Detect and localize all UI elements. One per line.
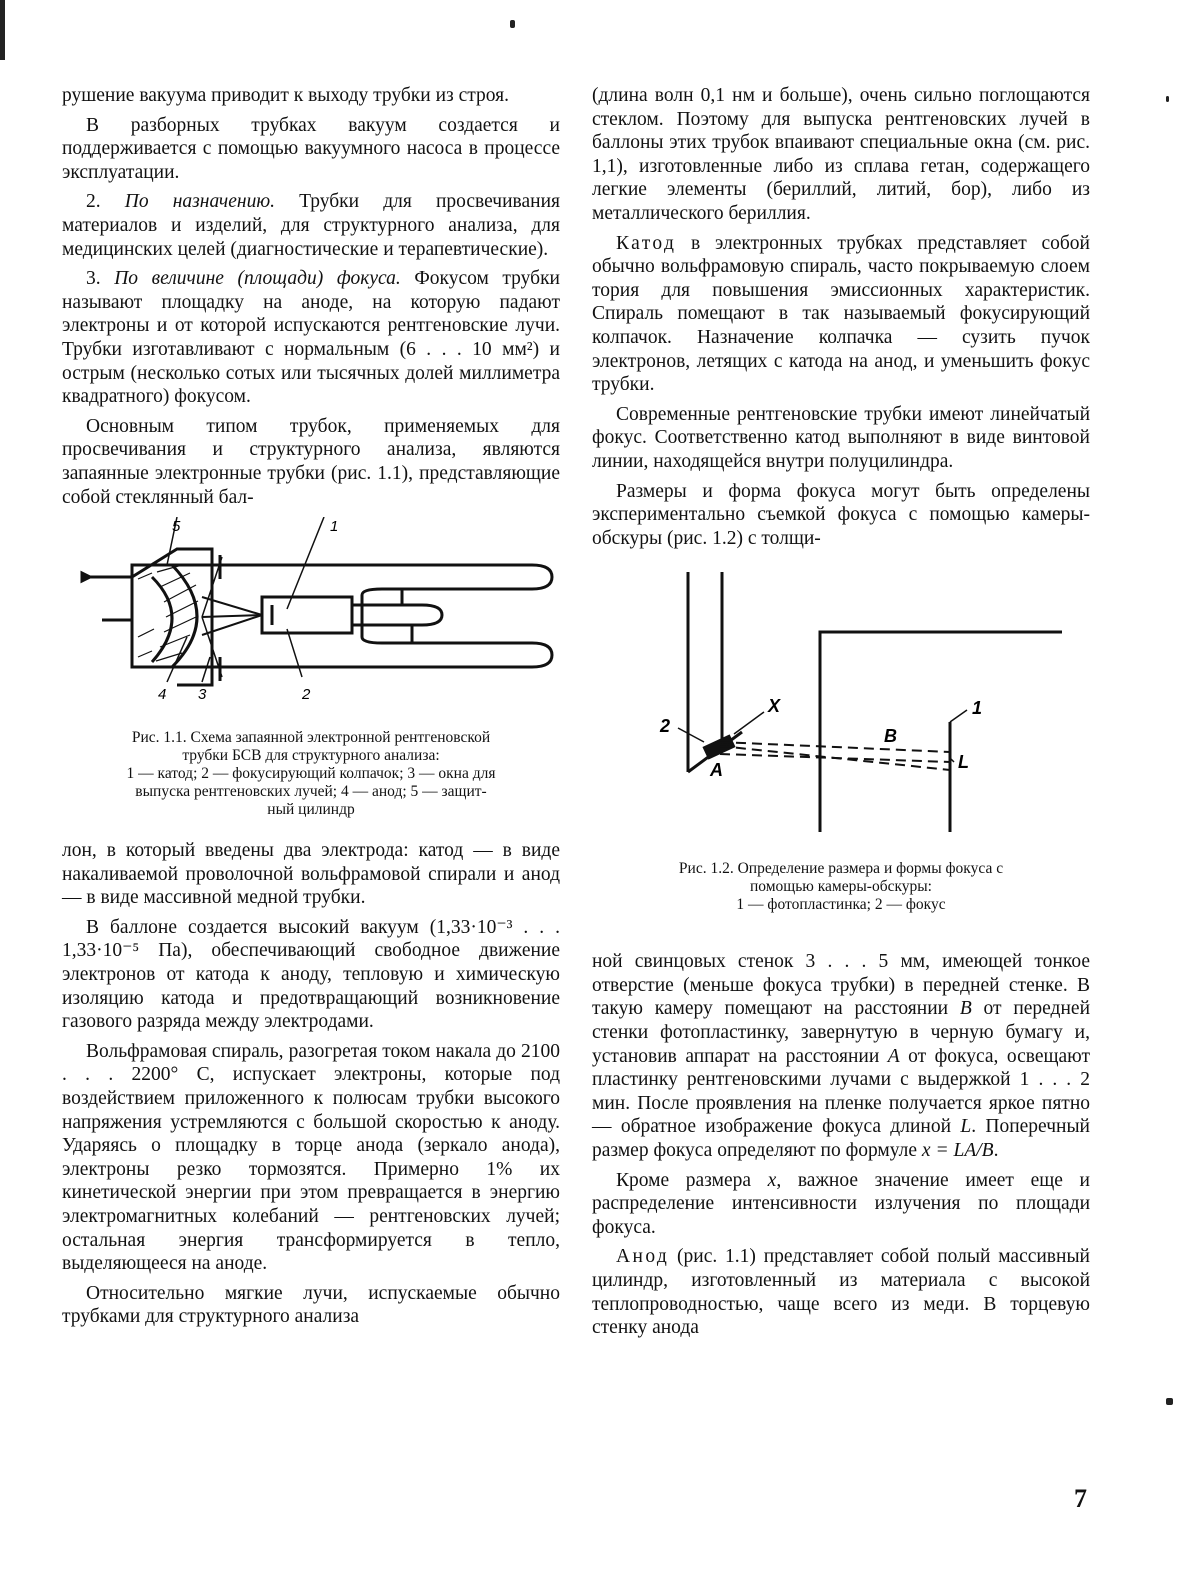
spaced-term: Анод xyxy=(616,1246,670,1268)
figure-caption xyxy=(62,729,560,819)
paragraph-text: . Поперечный размер фокуса определяют по формуле xyxy=(592,1116,1090,1162)
spaced-term: Катод xyxy=(616,232,677,254)
paragraph-text: в электронных трубках представляет собой обычно вольфрамовую спираль, часто покрываемую слоем тория для повышения эмиссионных характеристик. Спираль помещают в так называемый фокусирующий колпачок. Назначение колпачка — сузить пучок электронов, летящих с катода на анод, и уменьшить фокус трубки. xyxy=(592,232,1090,396)
paragraph-text: Трубки для просвечивания материалов и изделий, для структурного анализа, для медицинских целей (диагностические и терапевтические). xyxy=(62,191,560,260)
paragraph-text: от передней стенки фотопластинку, завернутую в черную бумагу и, установив аппарат на расстоянии xyxy=(592,998,1091,1067)
variable: В xyxy=(959,998,972,1020)
paragraph-text: Фокусом трубки называют площадку на аноде, на которую падают электроны и от которой испускаются рентгеновские лучи. Трубки изготавливают с нормальным (6 . . . 10 мм²) и острым (несколько сотых или тысячных долей миллиметра квадратного) фокусом. xyxy=(62,268,560,408)
label-1: 1 xyxy=(330,518,339,536)
label-2: 2 xyxy=(660,716,671,737)
variable: L xyxy=(960,1116,972,1138)
scan-speck xyxy=(1166,1398,1173,1405)
paragraph-text: , важное значение имеет еще и распределение интенсивности излучения по площади фокуса. xyxy=(592,1169,1090,1238)
xray-tube-diagram xyxy=(62,517,560,717)
paragraph: (длина волн 0,1 нм и больше), очень сильно поглощаются стеклом. Поэтому для выпуска рентгеновских лучей в баллоны этих трубок впаивают специальные окна (см. рис. 1,1), изготовленные либо из сплава гетан, содержащего легкие элементы (бериллий, литий, бор), либо из металлического бериллия. xyxy=(592,85,1090,224)
scan-speck xyxy=(510,20,515,28)
list-number: 3. xyxy=(86,268,101,290)
label-a: A xyxy=(710,760,723,781)
paragraph xyxy=(592,950,1090,1162)
paragraph xyxy=(592,1245,1090,1339)
label-2: 2 xyxy=(302,686,311,704)
caption-line: 1 — фотопластинка; 2 — фокус xyxy=(736,896,946,914)
list-number: 2. xyxy=(86,191,101,213)
caption-line: Рис. 1.1. Схема запаянной электронной рентгеновской xyxy=(131,729,491,747)
pinhole-camera-diagram xyxy=(592,562,1090,842)
paragraph: лон, в который введены два электрода: катод — в виде накаливаемой проволочной вольфрамовой спирали и анод — в виде массивной медной трубки. xyxy=(62,840,560,909)
scan-speck xyxy=(1166,96,1169,102)
label-3: 3 xyxy=(198,686,207,704)
label-5: 5 xyxy=(172,518,181,536)
paragraph xyxy=(592,1169,1090,1240)
label-x: X xyxy=(768,696,781,717)
caption-line: выпуска рентгеновских лучей; 4 — анод; 5 — защит- xyxy=(135,783,487,801)
figure-caption xyxy=(592,860,1090,914)
scan-speck xyxy=(0,0,5,60)
italic-term: По назначению. xyxy=(124,191,275,213)
paragraph-text: от фокуса, освещают пластинку рентгеновскими лучами с выдержкой 1 . . . 2 мин. После проявления на пленке получается яркое пятно — обратное изображение фокуса длиной xyxy=(592,1045,1090,1138)
caption-line: трубки БСВ для структурного анализа: xyxy=(182,747,440,765)
paragraph: Относительно мягкие лучи, испускаемые обычно трубками для структурного анализа xyxy=(62,1282,560,1328)
caption-line: 1 — катод; 2 — фокусирующий колпачок; 3 — окна для xyxy=(126,765,496,783)
page-number: 7 xyxy=(1074,1484,1087,1513)
paragraph: Основным типом трубок, применяемых для просвечивания и структурного анализа, являются запаянные электронные трубки (рис. 1.1), представляющие собой стеклянный бал- xyxy=(62,415,560,508)
label-b: B xyxy=(884,726,897,747)
caption-line: Рис. 1.2. Определение размера и формы фокуса с xyxy=(678,860,1004,878)
italic-term: По величине (площади) фокуса. xyxy=(114,268,401,290)
paragraph-text: Кроме размера xyxy=(616,1169,768,1191)
paragraph: В разборных трубках вакуум создается и поддерживается с помощью вакуумного насоса в процессе эксплуатации. xyxy=(62,114,560,183)
variable: x xyxy=(767,1169,777,1191)
paragraph xyxy=(592,232,1090,397)
label-4: 4 xyxy=(158,686,167,704)
left-column xyxy=(62,84,560,1335)
paragraph xyxy=(62,190,560,261)
paragraph xyxy=(62,267,560,409)
paragraph: рушение вакуума приводит к выходу трубки из строя. xyxy=(62,85,509,106)
paragraph-text: (рис. 1.1) представляет собой полый массивный цилиндр, изготовленный из материала с высокой теплопроводностью, чаще всего из меди. В торцевую стенку анода xyxy=(592,1246,1090,1339)
formula: x = LA/B xyxy=(921,1140,994,1162)
paragraph-text: . xyxy=(993,1140,999,1162)
paragraph-text: ной свинцовых стенок 3 . . . 5 мм, имеющей тонкое отверстие (меньше фокуса трубки) в передней стенке. В такую камеру помещают на расстоянии xyxy=(592,951,1090,1020)
caption-line: помощью камеры-обскуры: xyxy=(749,878,932,896)
label-l: L xyxy=(958,752,969,773)
figure-pinhole-camera xyxy=(592,562,1090,950)
paragraph: В баллоне создается высокий вакуум (1,33·10⁻³ . . . 1,33·10⁻⁵ Па), обеспечивающий свободное движение электронов от катода к аноду, тепловую и химическую изоляцию катода и предотвращающий возникновение газового разряда между электродами. xyxy=(62,916,560,1033)
right-column xyxy=(592,84,1090,1346)
paragraph: Вольфрамовая спираль, разогретая током накала до 2100 . . . 2200° С, испускает электроны, которые под воздействием приложенного к полюсам трубки высокого напряжения устремляются с большой скоростью к аноду. Ударяясь о площадку в торце анода (зеркало анода), электроны резко тормозятся. Примерно 1% их кинетической энергии при этом превращается в энергию электромагнитных колебаний — рентгеновских лучей; остальная энергия трансформируется в тепло, выделяющееся на аноде. xyxy=(62,1040,560,1275)
caption-line: ный цилиндр xyxy=(267,801,355,819)
paragraph: Современные рентгеновские трубки имеют линейчатый фокус. Соответственно катод выполняют в виде винтовой линии, находящейся внутри полуцилиндра. xyxy=(592,403,1090,472)
paragraph: Размеры и форма фокуса могут быть определены экспериментально съемкой фокуса с помощью камеры-обскуры (рис. 1.2) с толщи- xyxy=(592,480,1090,549)
figure-xray-tube xyxy=(62,517,560,839)
label-1: 1 xyxy=(972,698,983,719)
variable: А xyxy=(887,1045,900,1067)
